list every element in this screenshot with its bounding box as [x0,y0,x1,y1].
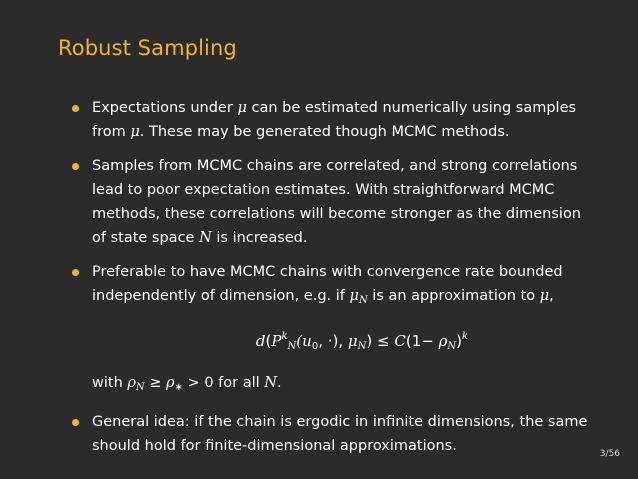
bullet-text: Preferable to have MCMC chains with convergence rate bounded independently of dimension, e.g. if $\mu_N$ is an approximation to μ, [92,264,563,306]
bullet-continuation-text: with $\rho_N \ge \rho_∗ > 0$ for all N. [92,375,282,393]
bullet-text: Samples from MCMC chains are correlated, and strong correlations lead to poor expectation estimates. With straightforward MCMC methods, these correlations will become stronger as the dimension of state space N is increased. [92,158,581,246]
bullet-dot-icon [72,269,79,276]
bullet-text: Expectations under μ can be estimated numerically using samples from μ. These may be generated though MCMC methods. [92,100,577,140]
bullet-dot-icon [72,105,79,112]
bullet-item [58,154,598,250]
slide-title: Robust Sampling [58,36,237,60]
slide-content [58,96,598,458]
page-number: 3/56 [599,449,620,459]
bullet-dot-icon [72,419,79,426]
equation: $d(P^k_N(u_0$, ·), $\mu_N) \le C(1- \rho_N)^k$ [255,331,469,352]
bullet-item [58,410,598,458]
bullet-item [58,260,598,400]
bullet-dot-icon [72,163,79,170]
bullet-item [58,96,598,144]
bullet-text: General idea: if the chain is ergodic in infinite dimensions, the same should hold for finite-dimensional approximations. [92,414,588,454]
